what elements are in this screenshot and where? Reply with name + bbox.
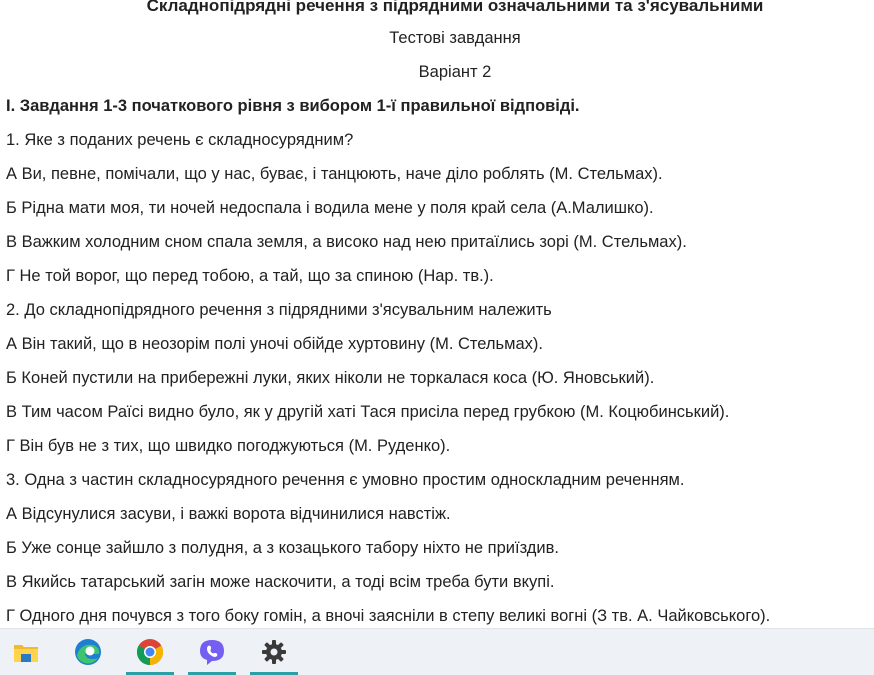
document-title: Складнопідрядні речення з підрядними означальними та з'ясувальними bbox=[146, 0, 764, 15]
variant-label: Варіант 2 bbox=[418, 63, 492, 81]
question-1-option-c: В Важким холодним сном спала земля, а високо над нею притаїлись зорі (М. Стельмах). bbox=[6, 233, 687, 251]
question-1: 1. Яке з поданих речень є складносурядним? bbox=[6, 131, 354, 149]
question-3-option-c: В Якийсь татарський загін може наскочити, а тоді всім треба бути вкупі. bbox=[6, 573, 555, 591]
question-2-option-c: В Тим часом Раїсі видно було, як у другій хаті Тася присіла перед грубкою (М. Коцюбинський). bbox=[6, 403, 730, 421]
taskbar-chrome-button[interactable] bbox=[124, 629, 176, 675]
taskbar-viber-button[interactable] bbox=[186, 629, 238, 675]
settings-gear-icon bbox=[260, 638, 288, 666]
document-subtitle: Тестові завдання bbox=[389, 29, 521, 47]
chrome-browser-icon bbox=[135, 637, 165, 667]
edge-browser-icon bbox=[73, 637, 103, 667]
taskbar bbox=[0, 628, 874, 675]
question-2: 2. До складнопідрядного речення з підрядними з'ясувальним належить bbox=[6, 301, 552, 319]
question-2-option-a: А Він такий, що в неозорім полі уночі обійде хуртовину (М. Стельмах). bbox=[6, 335, 543, 353]
section-heading: І. Завдання 1-3 початкового рівня з вибором 1-ї правильної відповіді. bbox=[6, 97, 580, 115]
question-3-option-b: Б Уже сонце зайшло з полудня, а з козацького табору ніхто не приїздив. bbox=[6, 539, 559, 557]
question-3: 3. Одна з частин складносурядного речення є умовно простим односкладним реченням. bbox=[6, 471, 685, 489]
question-3-option-a: А Відсунулися засуви, і важкі ворота відчинилися навстіж. bbox=[6, 505, 451, 523]
question-1-option-b: Б Рідна мати моя, ти ночей недоспала і водила мене у поля край села (А.Малишко). bbox=[6, 199, 654, 217]
question-1-option-a: А Ви, певне, помічали, що у нас, буває, і танцюють, наче діло роблять (М. Стельмах). bbox=[6, 165, 663, 183]
question-3-option-d: Г Одного дня почувся з того боку гомін, а вночі заясніли в степу великі вогні (З тв. А. Чайковського). bbox=[6, 607, 771, 625]
question-1-option-d: Г Не той ворог, що перед тобою, а тай, що за спиною (Нар. тв.). bbox=[6, 267, 494, 285]
taskbar-settings-button[interactable] bbox=[248, 629, 300, 675]
question-2-option-b: Б Коней пустили на прибережні луки, яких ніколи не торкалася коса (Ю. Яновський). bbox=[6, 369, 655, 387]
viber-icon bbox=[197, 637, 227, 667]
question-2-option-d: Г Він був не з тих, що швидко погоджуються (М. Руденко). bbox=[6, 437, 451, 455]
file-explorer-icon bbox=[12, 640, 40, 664]
taskbar-edge-button[interactable] bbox=[62, 629, 114, 675]
taskbar-file-explorer-button[interactable] bbox=[0, 629, 52, 675]
